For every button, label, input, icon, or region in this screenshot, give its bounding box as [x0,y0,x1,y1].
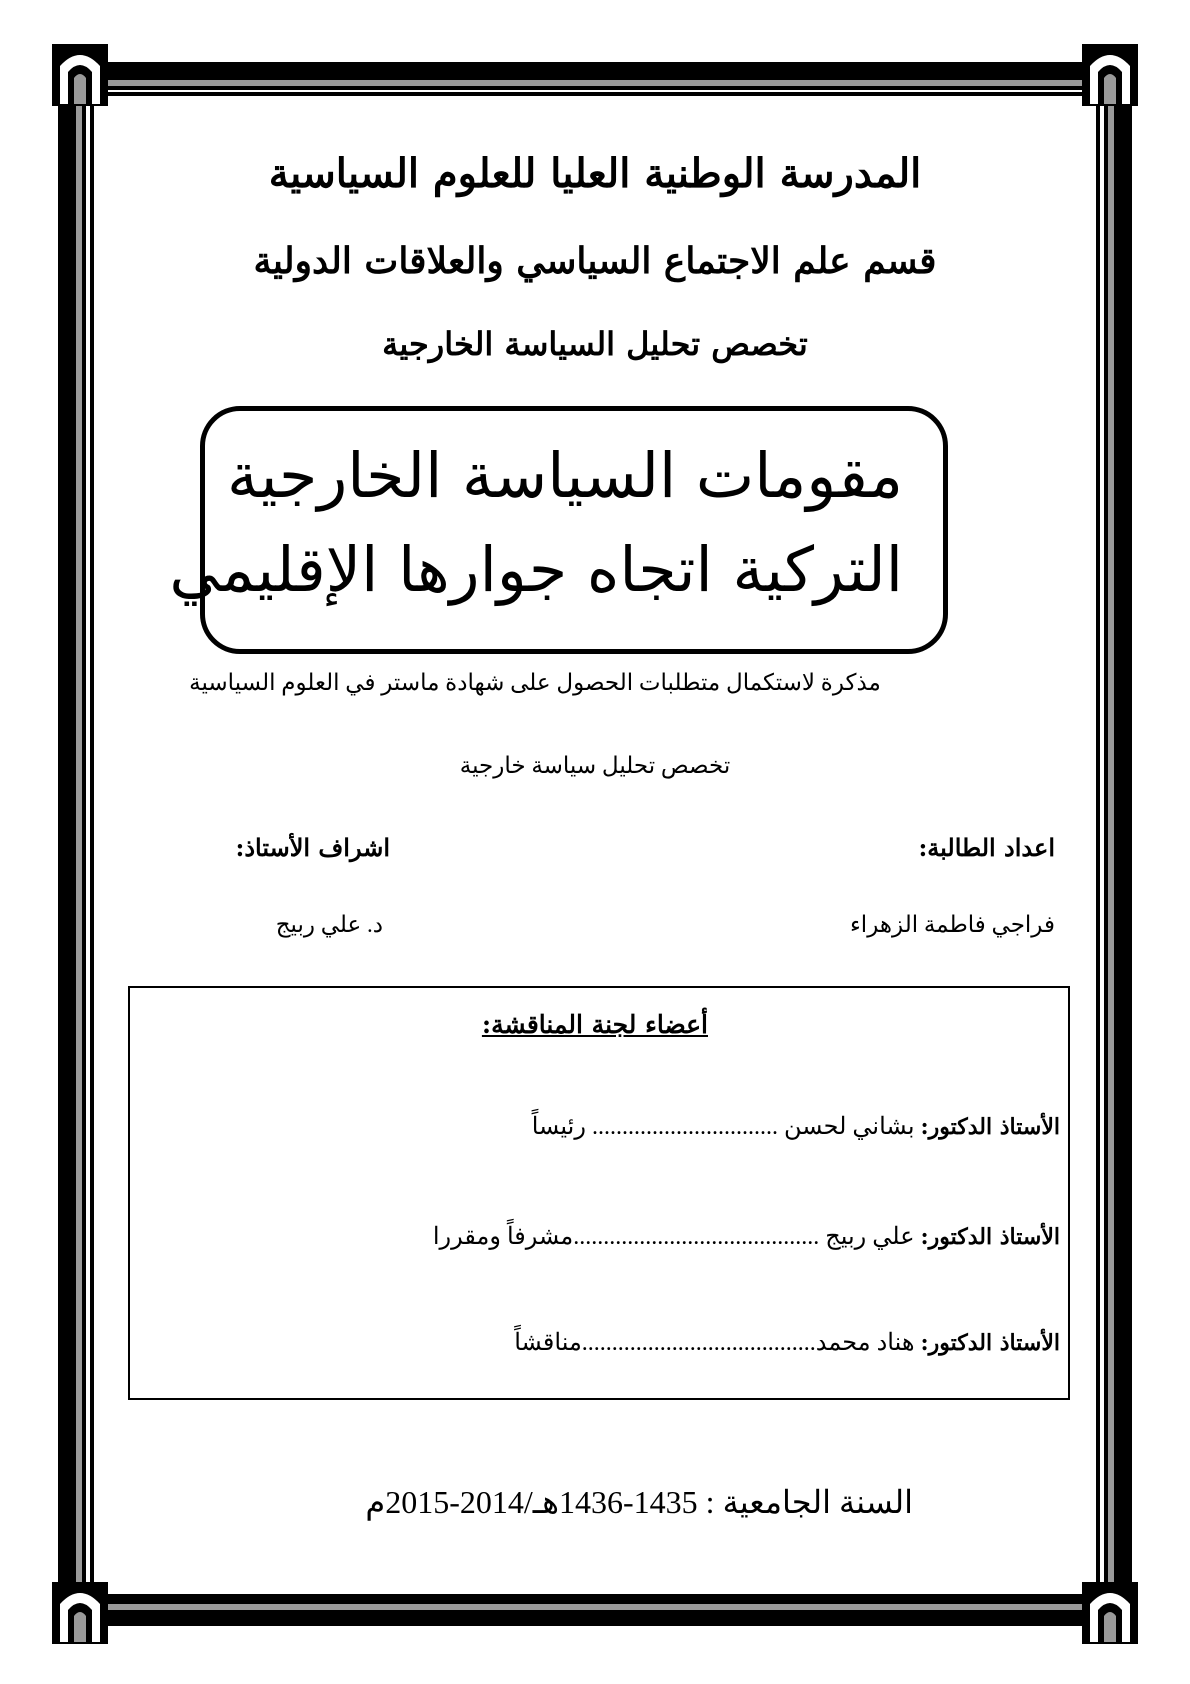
committee-member [514,1328,1060,1357]
supervisor-name: د. علي ربيج [275,912,383,937]
member-title: الأستاذ الدكتور: [920,1114,1060,1140]
member-title: الأستاذ الدكتور: [920,1224,1060,1250]
committee-heading: أعضاء لجنة المناقشة: [481,1010,708,1039]
member-entry: بشاني لحسن ............................... رئيساً [531,1114,921,1140]
specialization-heading: تخصص تحليل السياسة الخارجية [382,325,808,363]
member-entry: هناد محمد.......................................مناقشاً [514,1330,921,1356]
committee-member [433,1222,1060,1251]
thesis-title-box [169,406,948,654]
committee-member [532,1112,1060,1141]
school-name: المدرسة الوطنية العليا للعلوم السياسية [268,150,922,197]
prepared-by-label: اعداد الطالبة: [918,833,1055,862]
corner-ornament-top-left [52,44,108,106]
memo-purpose: مذكرة لاستكمال متطلبات الحصول على شهادة ماستر في العلوم السياسية [189,670,881,695]
corner-ornament-bottom-left [52,1582,108,1644]
thesis-title-line-2: التركية اتجاه جوارها الإقليمي [169,533,903,606]
supervised-by-label: اشراف الأستاذ: [235,833,390,862]
member-title: الأستاذ الدكتور: [920,1330,1060,1356]
student-name: فراجي فاطمة الزهراء [849,912,1055,937]
corner-ornament-bottom-right [1082,1582,1138,1644]
committee-box [128,986,1070,1400]
member-entry: علي ربيج .........................................مشرفاً ومقررا [432,1224,921,1250]
corner-ornament-top-right [1082,44,1138,106]
memo-specialization: تخصص تحليل سياسة خارجية [459,753,731,778]
thesis-title-line-1: مقومات السياسة الخارجية [227,439,903,512]
department-name: قسم علم الاجتماع السياسي والعلاقات الدولية [253,240,937,282]
academic-year: السنة الجامعية : 1435-1436هـ/2014-2015م [365,1484,913,1520]
